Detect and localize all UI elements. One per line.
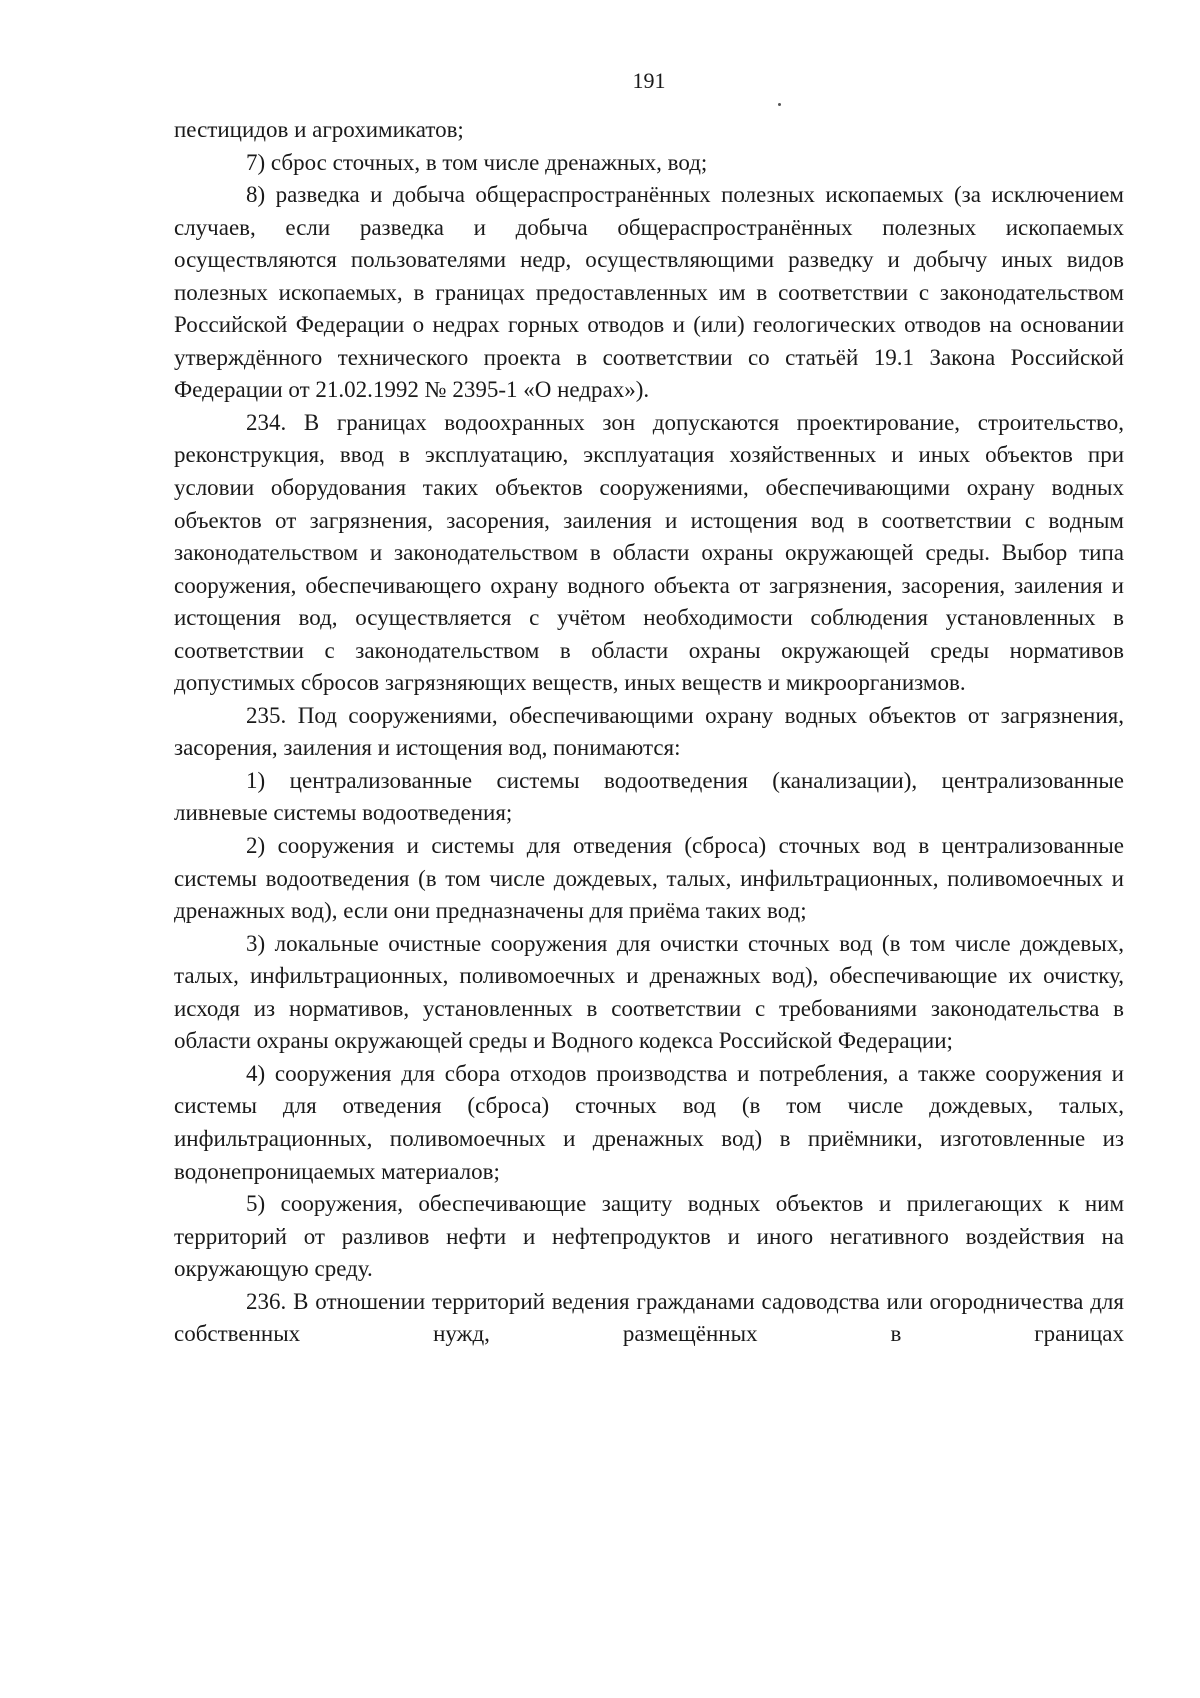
list-item-7: 7) сброс сточных, в том числе дренажных, вод; <box>246 149 708 175</box>
list-item-8: 8) разведка и добыча общераспространённых полезных ископаемых (за исключением случаев, если разведка и добыча общераспространённых полезных ископаемых осуществляются пользователями недр, осуществляющими разведку и добычу иных видов полезных ископаемых, в границах предоставленных им в соответствии с законодательством Российской Федерации о недрах горных отводов и (или) геологических отводов на основании утверждённого технического проекта в соответствии со статьёй 19.1 Закона Российской Федерации от 21.02.1992 № 2395-1 «О недрах»). <box>174 182 1124 403</box>
paragraph-235: 235. Под сооружениями, обеспечивающими охрану водных объектов от загрязнения, засорения, заиления и истощения вод, понимаются: <box>174 702 1124 761</box>
page-number: 191 <box>632 68 666 93</box>
document-page <box>174 0 1124 1698</box>
document-body <box>174 114 1124 1351</box>
paragraph-continuation: пестицидов и агрохимикатов; <box>174 117 464 142</box>
list-item-3: 3) локальные очистные сооружения для очистки сточных вод (в том числе дождевых, талых, инфильтрационных, поливомоечных и дренажных вод), обеспечивающие их очистку, исходя из нормативов, установленных в соответствии с требованиями законодательства в области охраны окружающей среды и Водного кодекса Российской Федерации; <box>174 930 1124 1054</box>
list-item-4: 4) сооружения для сбора отходов производства и потребления, а также сооружения и системы для отведения (сброса) сточных вод (в том числе дождевых, талых, инфильтрационных, поливомоечных и дренажных вод) в приёмники, изготовленные из водонепроницаемых материалов; <box>174 1060 1124 1184</box>
paragraph-234: 234. В границах водоохранных зон допускаются проектирование, строительство, реконструкция, ввод в эксплуатацию, эксплуатация хозяйственных и иных объектов при условии оборудования таких объектов сооружениями, обеспечивающими охрану водных объектов от загрязнения, засорения, заиления и истощения вод в соответствии с водным законодательством и законодательством в области охраны окружающей среды. Выбор типа сооружения, обеспечивающего охрану водного объекта от загрязнения, засорения, заиления и истощения вод, осуществляется с учётом необходимости соблюдения установленных в соответствии с законодательством в области охраны окружающей среды нормативов допустимых сбросов загрязняющих веществ, иных веществ и микроорганизмов. <box>174 409 1124 696</box>
list-item-5: 5) сооружения, обеспечивающие защиту водных объектов и прилегающих к ним территорий от разливов нефти и нефтепродуктов и иного негативного воздействия на окружающую среду. <box>174 1191 1124 1282</box>
scan-speck <box>778 103 781 106</box>
paragraph-236: 236. В отношении территорий ведения гражданами садоводства или огородничества для собственных нужд, размещённых в границах <box>174 1288 1124 1347</box>
list-item-2: 2) сооружения и системы для отведения (сброса) сточных вод в централизованные системы водоотведения (в том числе дождевых, талых, инфильтрационных, поливомоечных и дренажных вод), если они предназначены для приёма таких вод; <box>174 833 1124 924</box>
list-item-1: 1) централизованные системы водоотведения (канализации), централизованные ливневые системы водоотведения; <box>174 767 1124 826</box>
